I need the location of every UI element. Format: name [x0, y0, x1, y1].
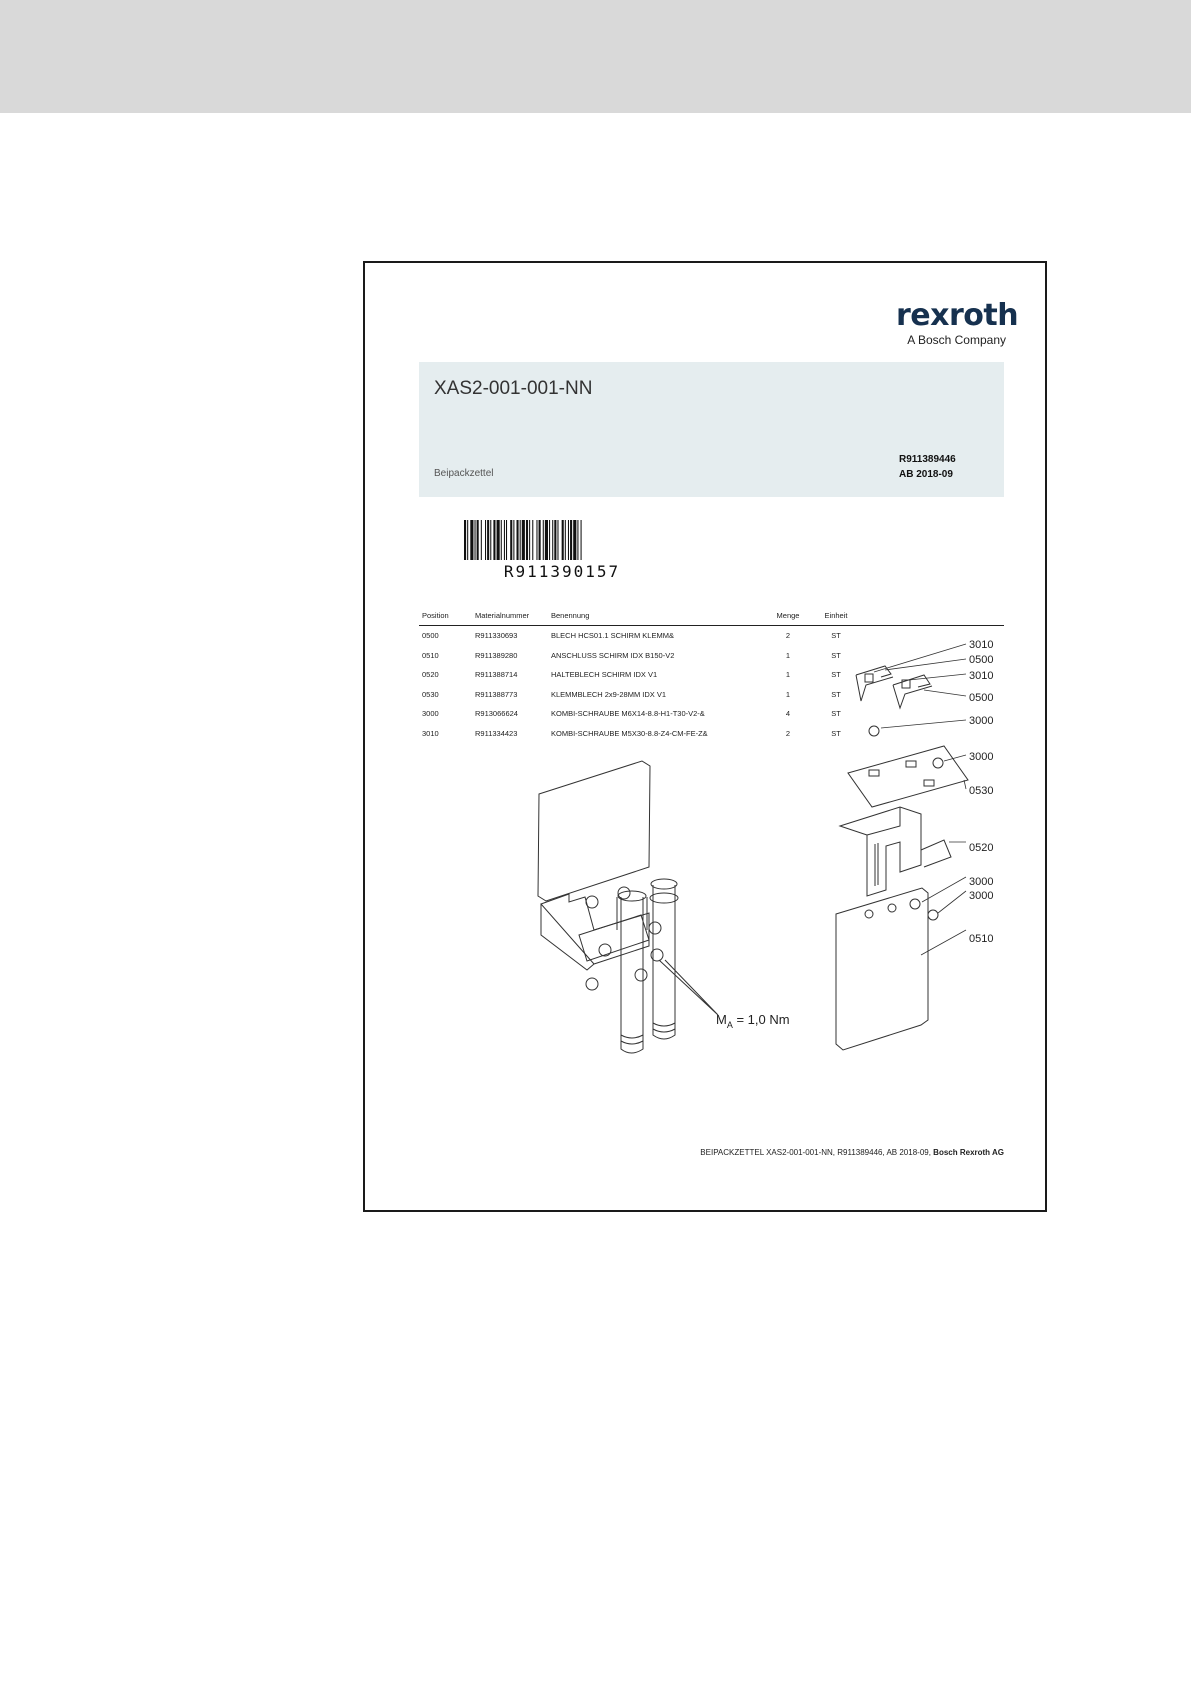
callout-label: 3000 [969, 876, 994, 888]
torque-prefix: M [716, 1012, 727, 1027]
title-box [419, 362, 1004, 497]
cell-materialnummer: R913066624 [475, 709, 518, 719]
cell-benennung: KOMBI-SCHRAUBE M6X14-8.8-H1-T30-V2-& [551, 709, 705, 719]
cell-einheit: ST [831, 650, 841, 660]
brand-logo [896, 298, 1019, 347]
callout-label: 0530 [969, 785, 994, 797]
plate-hole-1 [865, 910, 873, 918]
cell-benennung: ANSCHLUSS SCHIRM IDX B150-V2 [551, 650, 675, 660]
cell-einheit: ST [831, 670, 841, 680]
screw-3010-left [865, 674, 873, 682]
screw-assembled-3 [599, 944, 611, 956]
plate-slot-3 [924, 780, 934, 786]
cable-right-rings [653, 1023, 675, 1032]
screw-assembled-5 [649, 922, 661, 934]
footer-text: BEIPACKZETTEL XAS2-001-001-NN, R911389446, AB 2018-09, [700, 1148, 934, 1157]
document-footer [419, 1148, 1004, 1157]
barcode [464, 520, 660, 560]
callout-label: 3000 [969, 751, 994, 763]
callout-label: 0500 [969, 654, 994, 666]
cell-benennung: HALTEBLECH SCHIRM IDX V1 [551, 670, 658, 680]
cell-benennung: BLECH HCS01.1 SCHIRM KLEMM& [551, 631, 674, 641]
bracket-exploded [840, 807, 951, 896]
cell-materialnummer: R911330693 [475, 631, 518, 641]
plate-slot-2 [906, 761, 916, 767]
callout-label: 0510 [969, 933, 994, 945]
torque-leader-lines [659, 960, 718, 1015]
cell-materialnummer: R911389280 [475, 650, 518, 660]
back-plate [538, 761, 650, 901]
cell-benennung: KLEMMBLECH 2x9-28MM IDX V1 [551, 689, 667, 699]
clamp-plate-exploded [848, 746, 968, 807]
cell-einheit: ST [831, 689, 841, 699]
document-edition: AB 2018-09 [899, 469, 953, 480]
screw-assembled-6 [586, 978, 598, 990]
cell-menge: 1 [785, 689, 791, 699]
assembly-drawing [419, 630, 1009, 1080]
cell-menge: 1 [785, 670, 791, 680]
screw-3000-lower-1 [910, 899, 920, 909]
cell-einheit: ST [831, 728, 841, 738]
torque-subscript: A [726, 1020, 733, 1030]
cable-left-rings [621, 1035, 643, 1044]
barcode-number: R911390157 [503, 562, 621, 581]
screw-assembled-7 [635, 969, 647, 981]
document-number: R911389446 [899, 454, 956, 465]
callout-label: 0500 [969, 692, 994, 704]
cell-position: 0530 [422, 689, 439, 699]
table-header-row [419, 609, 1004, 626]
screw-assembled-1 [586, 896, 598, 908]
logo-wordmark: rexroth [896, 298, 1019, 333]
assembled-view [538, 761, 678, 1053]
exploded-view [836, 666, 968, 1050]
cell-materialnummer: R911388773 [475, 689, 518, 699]
plate-slot-1 [869, 770, 879, 776]
screw-3000-lower-2 [928, 910, 938, 920]
shield-plate-exploded [836, 888, 928, 1050]
cell-menge: 1 [785, 650, 791, 660]
cell-position: 0500 [422, 631, 439, 641]
header-einheit: Einheit [812, 609, 860, 626]
cell-materialnummer: R911334423 [475, 728, 518, 738]
header-spacer [860, 609, 1004, 626]
callout-label: 0520 [969, 842, 994, 854]
cable-right-end [651, 879, 677, 889]
callout-label: 3010 [969, 670, 994, 682]
cable-right [653, 885, 675, 1039]
cell-menge: 2 [785, 728, 791, 738]
cell-menge: 2 [785, 631, 791, 641]
plate-hole-2 [888, 904, 896, 912]
document-title: XAS2-001-001-NN [434, 378, 593, 399]
header-materialnummer: Materialnummer [472, 609, 548, 626]
top-band [0, 0, 1191, 113]
clamp-left [856, 666, 893, 701]
document-number-block [899, 452, 956, 482]
header-position: Position [419, 609, 472, 626]
callout-label: 3010 [969, 639, 994, 651]
cell-position: 3000 [422, 709, 439, 719]
header-benennung: Benennung [548, 609, 764, 626]
cell-position: 0520 [422, 670, 439, 680]
footer-company: Bosch Rexroth AG [933, 1148, 1004, 1157]
document-type: Beipackzettel [434, 468, 494, 479]
cell-position: 3010 [422, 728, 439, 738]
logo-tagline: A Bosch Company [907, 333, 1006, 347]
screw-3000-top [869, 726, 879, 736]
cable-right-cap [650, 893, 678, 903]
clamp-plate [579, 915, 649, 961]
bracket-slots [875, 843, 878, 886]
cell-einheit: ST [831, 709, 841, 719]
callout-label: 3000 [969, 715, 994, 727]
torque-value: = 1,0 Nm [732, 1012, 790, 1027]
cell-menge: 4 [785, 709, 791, 719]
cell-position: 0510 [422, 650, 439, 660]
cable-left-end [618, 891, 646, 901]
cell-einheit: ST [831, 631, 841, 641]
cell-benennung: KOMBI-SCHRAUBE M5X30-8.8-Z4-CM-FE-Z& [551, 728, 708, 738]
callout-label: 3000 [969, 890, 994, 902]
screw-3000-plate [933, 758, 943, 768]
cell-materialnummer: R911388714 [475, 670, 518, 680]
header-menge: Menge [764, 609, 812, 626]
torque-label [716, 1012, 790, 1030]
